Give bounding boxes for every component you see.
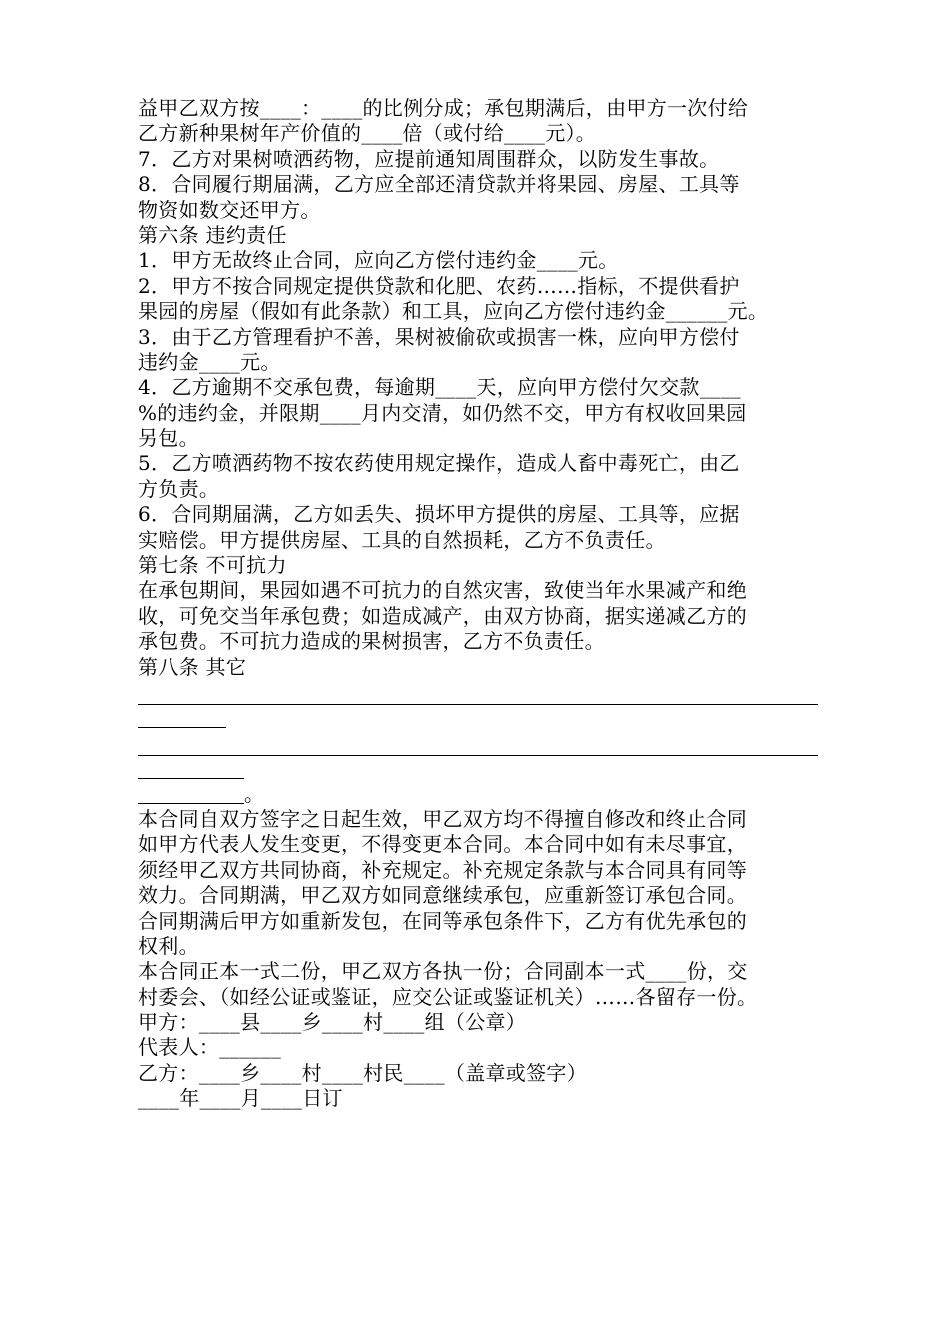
clause-3: 3．由于乙方管理看护不善，果树被偷砍或损害一株，应向甲方偿付 bbox=[138, 324, 740, 349]
contract-body-part-1 bbox=[138, 96, 818, 680]
end-mark: 。 bbox=[244, 781, 265, 806]
text-line: 须经甲乙双方共同协商，补充规定。补充规定条款与本合同具有同等 bbox=[138, 857, 747, 882]
blank-rule bbox=[138, 802, 244, 804]
article-6-heading: 第六条 违约责任 bbox=[138, 222, 287, 247]
article-8-heading: 第八条 其它 bbox=[138, 654, 247, 679]
blank-fill-line-tail bbox=[138, 756, 818, 781]
text-line: 效力。合同期满，甲乙双方如同意继续承包，应重新签订承包合同。 bbox=[138, 883, 747, 908]
date-line: ____年____月____日订 bbox=[138, 1086, 343, 1111]
text-line: 另包。 bbox=[138, 426, 199, 451]
text-line: 本合同自双方签字之日起生效，甲乙双方均不得擅自修改和终止合同 bbox=[138, 806, 747, 831]
text-line: 承包费。不可抗力造成的果树损害，乙方不负责任。 bbox=[138, 629, 605, 654]
article-7-heading: 第七条 不可抗力 bbox=[138, 553, 287, 578]
clause-6: 6．合同期届满，乙方如丢失、损坏甲方提供的房屋、工具等，应据 bbox=[138, 502, 740, 527]
text-line: 物资如数交还甲方。 bbox=[138, 197, 321, 222]
text-line: 益甲乙双方按____：____的比例分成；承包期满后，由甲方一次付给 bbox=[138, 96, 749, 120]
clause-7: 7．乙方对果树喷洒药物，应提前通知周围群众，以防发生事故。 bbox=[138, 146, 720, 171]
contract-body-part-2 bbox=[138, 807, 818, 1112]
blank-rule bbox=[138, 726, 226, 728]
text-line: 违约金____元。 bbox=[138, 349, 281, 374]
blank-fill-line bbox=[138, 731, 818, 756]
clause-1: 1．甲方无故终止合同，应向乙方偿付违约金____元。 bbox=[138, 248, 619, 273]
blank-fill-line-tail bbox=[138, 705, 818, 730]
clause-8: 8．合同履行期届满，乙方应全部还清贷款并将果园、房屋、工具等 bbox=[138, 172, 740, 197]
text-line: 果园的房屋（假如有此条款）和工具，应向乙方偿付违约金______元。 bbox=[138, 299, 769, 324]
text-line: 实赔偿。甲方提供房屋、工具的自然损耗，乙方不负责任。 bbox=[138, 527, 666, 552]
party-a-signature-line: 甲方：____县____乡____村____组（公章） bbox=[138, 1010, 527, 1035]
text-line: 在承包期间，果园如遇不可抗力的自然灾害，致使当年水果减产和绝 bbox=[138, 578, 747, 603]
text-line: 本合同正本一式二份，甲乙双方各执一份；合同副本一式____份，交 bbox=[138, 959, 748, 984]
text-line: 权利。 bbox=[138, 933, 199, 958]
text-line: 乙方新种果树年产价值的____倍（或付给____元）。 bbox=[138, 121, 597, 146]
text-line: 方负责。 bbox=[138, 476, 220, 501]
text-line: 合同期满后甲方如重新发包，在同等承包条件下，乙方有优先承包的 bbox=[138, 908, 747, 933]
representative-line: 代表人：______ bbox=[138, 1035, 281, 1060]
clause-5: 5．乙方喷洒药物不按农药使用规定操作，造成人畜中毒死亡，由乙 bbox=[138, 451, 740, 476]
blank-fill-line-tail bbox=[138, 782, 818, 807]
contract-page bbox=[138, 96, 818, 1112]
blank-rule bbox=[138, 777, 244, 779]
text-line: %的违约金，并限期____月内交清，如仍然不交，甲方有权收回果园 bbox=[138, 400, 747, 425]
text-line: 收，可免交当年承包费；如造成减产，由双方协商，据实递减乙方的 bbox=[138, 603, 747, 628]
text-line: 如甲方代表人发生变更，不得变更本合同。本合同中如有未尽事宜， bbox=[138, 832, 747, 857]
other-terms-blank-area bbox=[138, 680, 818, 807]
clause-2: 2．甲方不按合同规定提供贷款和化肥、农药……指标，不提供看护 bbox=[138, 273, 740, 298]
clause-4: 4．乙方逾期不交承包费，每逾期____天，应向甲方偿付欠交款____ bbox=[138, 375, 741, 400]
text-line: 村委会、（如经公证或鉴证，应交公证或鉴证机关）……各留存一份。 bbox=[138, 984, 758, 1009]
blank-fill-line bbox=[138, 680, 818, 705]
party-b-signature-line: 乙方：____乡____村____村民____（盖章或签字） bbox=[138, 1060, 587, 1085]
